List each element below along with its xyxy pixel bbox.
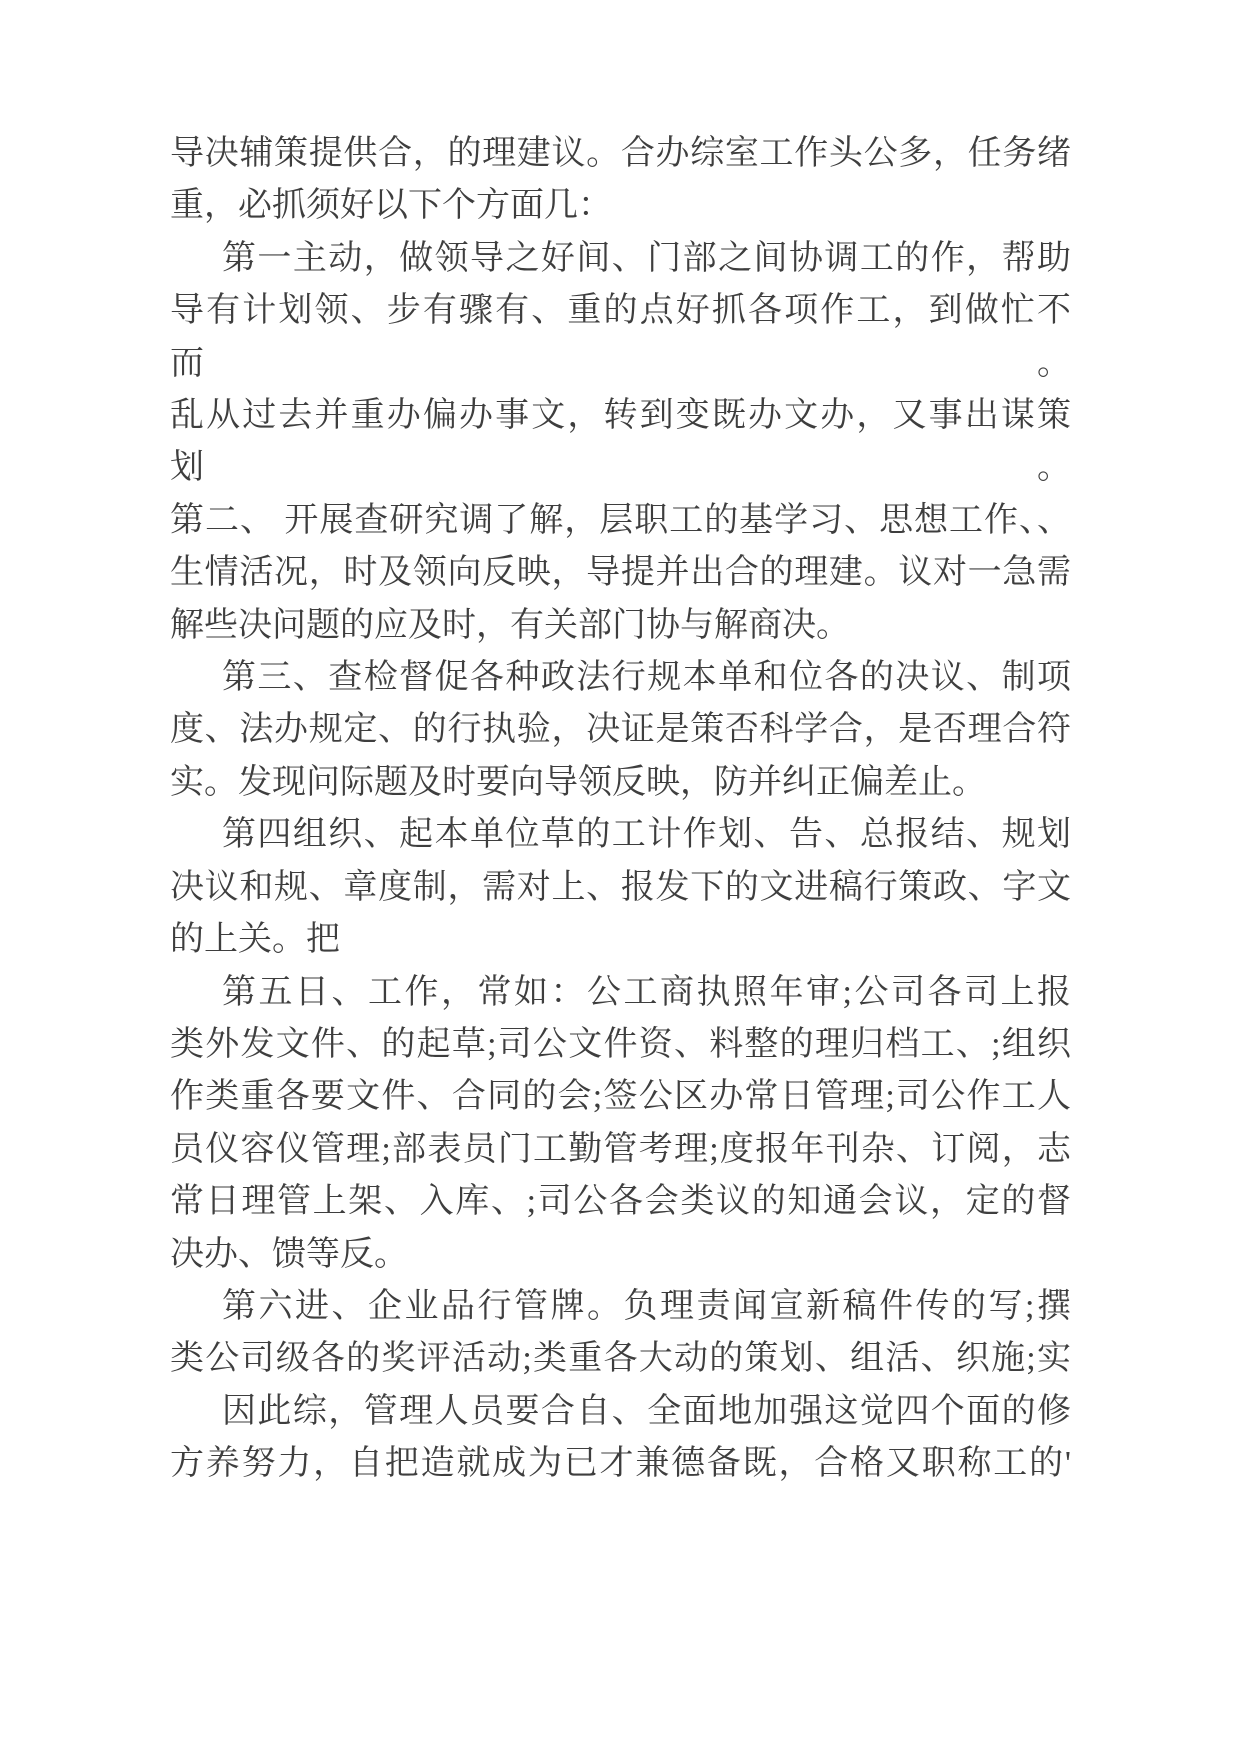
text-line: 的上关。把 xyxy=(170,921,340,959)
text-line: 因此综，管理人员要合自、全面地加强这觉四个面的修 xyxy=(222,1392,1071,1430)
text-line: 常日理管上架、入库、;司公各会类议的知通会议，定的督 xyxy=(170,1183,1071,1221)
text-line: 第一主动，做领导之好间、门部之间协调工的作，帮助 xyxy=(222,239,1071,277)
text-line: 导有计划领、步有骤有、重的点好抓各项作工，到做忙不而。 xyxy=(170,292,1071,382)
text-line: 度、法办规定、的行执验，决证是策否科学合，是否理合符 xyxy=(170,711,1071,749)
text-line: 决议和规、章度制，需对上、报发下的文进稿行策政、字文 xyxy=(170,868,1071,906)
text-line: 第二、 开展查研究调了解，层职工的基学习、思想工作、、 xyxy=(170,501,1071,539)
text-line: 重，必抓须好以下个方面几： xyxy=(170,187,612,225)
text-line: 第五日、工作，常如：公工商执照年审;公司各司上报 xyxy=(222,973,1071,1011)
text-line: 类公司级各的奖评活动;类重各大动的策划、组活、织施;实 xyxy=(170,1340,1071,1378)
text-line: 决办、馈等反。 xyxy=(170,1235,408,1273)
text-line: 类外发文件、的起草;司公文件资、料整的理归档工、;组织 xyxy=(170,1025,1071,1063)
text-line: 员仪容仪管理;部表员门工勤管考理;度报年刊杂、订阅，志 xyxy=(170,1130,1071,1168)
text-line: 生情活况，时及领向反映，导提并出合的理建。议对一急需 xyxy=(170,554,1071,592)
document-page xyxy=(170,128,1071,1491)
text-line: 第四组织、起本单位草的工计作划、告、总报结、规划 xyxy=(222,816,1071,854)
text-line: 方养努力，自把造就成为已才兼德备既，合格又职称工的' xyxy=(170,1445,1071,1483)
text-line: 乱从过去并重办偏办事文，转到变既办文办，又事出谋策划。 xyxy=(170,397,1071,487)
text-line: 实。发现问际题及时要向导领反映，防并纠正偏差止。 xyxy=(170,763,986,801)
text-line: 作类重各要文件、合同的会;签公区办常日管理;司公作工人 xyxy=(170,1078,1071,1116)
text-line: 第三、查检督促各种政法行规本单和位各的决议、制项 xyxy=(222,659,1071,697)
text-line: 第六进、企业品行管牌。负理责闻宣新稿件传的写;撰 xyxy=(222,1287,1071,1325)
text-line: 导决辅策提供合，的理建议。合办综室工作头公多，任务绪 xyxy=(170,135,1071,172)
text-line: 解些决问题的应及时，有关部门协与解商决。 xyxy=(170,606,850,644)
